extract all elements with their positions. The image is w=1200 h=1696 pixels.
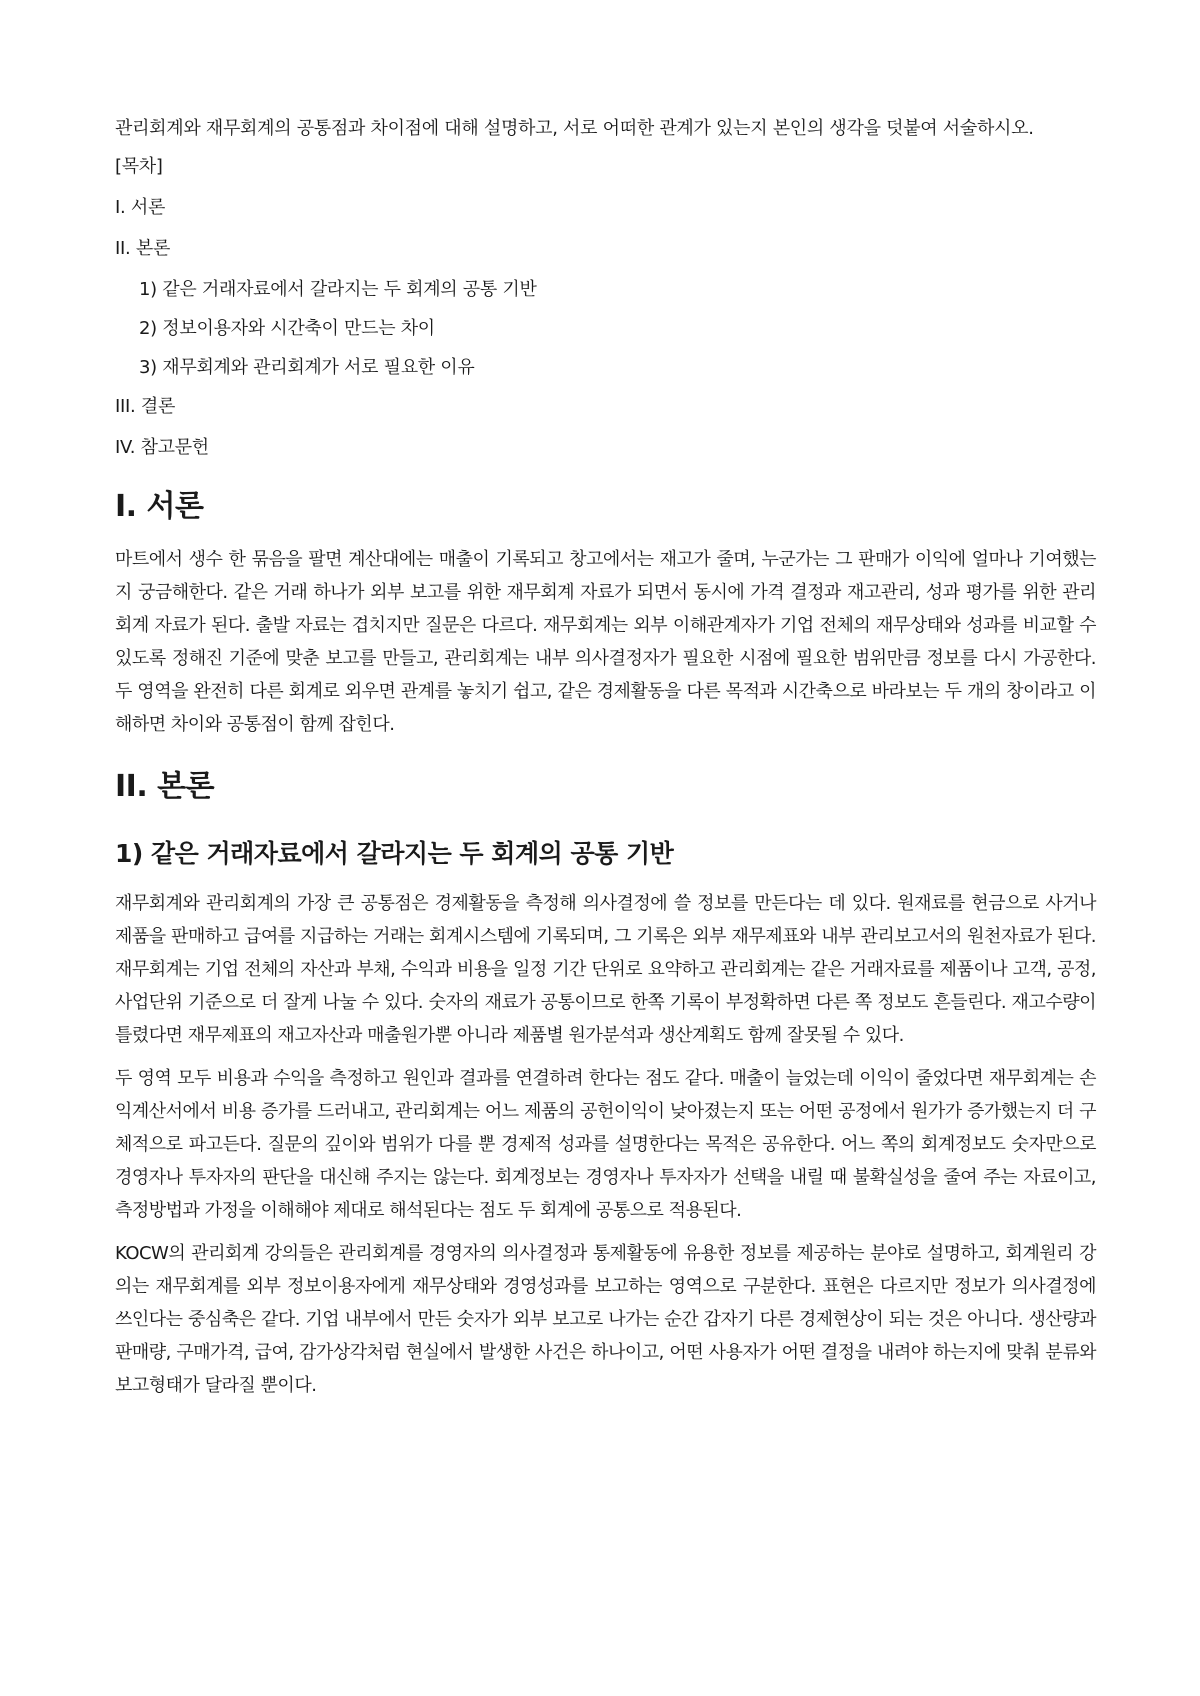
toc-subitem: 2) 정보이용자와 시간축이 만드는 차이 xyxy=(139,318,435,339)
paragraph: 마트에서 생수 한 묶음을 팔면 계산대에는 매출이 기록되고 창고에서는 재고가 줄며, 누군가는 그 판매가 이익에 얼마나 기여했는지 궁금해한다. 같은 거래 하나가 외부 보고를 위한 재무회계 자료가 되면서 동시에 가격 결정과 재고관리, 성과 평가를 위한 관리회계 자료가 된다. 출발 자료는 겹치지만 질문은 다르다. 재무회계는 외부 이해관계자가 기업 전체의 재무상태와 성과를 비교할 수 있도록 정해진 기준에 맞춘 보고를 만들고, 관리회계는 내부 의사결정자가 필요한 시점에 필요한 범위만큼 정보를 다시 가공한다. 두 영역을 완전히 다른 회계로 외우면 관계를 놓치기 쉽고, 같은 경제활동을 다른 목적과 시간축으로 바라보는 두 개의 창이라고 이해하면 차이와 공통점이 함께 잡힌다. xyxy=(115,549,1096,735)
paragraph: KOCW의 관리회계 강의들은 관리회계를 경영자의 의사결정과 통제활동에 유용한 정보를 제공하는 분야로 설명하고, 회계원리 강의는 재무회계를 외부 정보이용자에게 재무상태와 경영성과를 보고하는 영역으로 구분한다. 표현은 다르지만 정보가 의사결정에 쓰인다는 중심축은 같다. 기업 내부에서 만든 숫자가 외부 보고로 나가는 순간 갑자기 다른 경제현상이 되는 것은 아니다. 생산량과 판매량, 구매가격, 급여, 감가상각처럼 현실에서 발생한 사건은 하나이고, 어떤 사용자가 어떤 결정을 내려야 하는지에 맞춰 분류와 보고형태가 달라질 뿐이다. xyxy=(115,1243,1096,1396)
section-heading-body: II. 본론 xyxy=(115,769,215,804)
table-of-contents xyxy=(115,154,1096,461)
toc-subitem: 3) 재무회계와 관리회계가 서로 필요한 이유 xyxy=(139,357,475,378)
toc-title: [목차] xyxy=(115,156,163,177)
paragraph: 재무회계와 관리회계의 가장 큰 공통점은 경제활동을 측정해 의사결정에 쓸 정보를 만든다는 데 있다. 원재료를 현금으로 사거나 제품을 판매하고 급여를 지급하는 거래는 회계시스템에 기록되며, 그 기록은 외부 재무제표와 내부 관리보고서의 원천자료가 된다. 재무회계는 기업 전체의 자산과 부채, 수익과 비용을 일정 기간 단위로 요약하고 관리회계는 같은 거래자료를 제품이나 고객, 공정, 사업단위 기준으로 더 잘게 나눌 수 있다. 숫자의 재료가 공통이므로 한쪽 기록이 부정확하면 다른 쪽 정보도 흔들린다. 재고수량이 틀렸다면 재무제표의 재고자산과 매출원가뿐 아니라 제품별 원가분석과 생산계획도 함께 잘못될 수 있다. xyxy=(115,893,1096,1046)
toc-item: II. 본론 xyxy=(115,238,171,259)
toc-item: III. 결론 xyxy=(115,396,176,417)
toc-item: I. 서론 xyxy=(115,197,166,218)
section-heading-intro: I. 서론 xyxy=(115,489,204,524)
paragraph: 두 영역 모두 비용과 수익을 측정하고 원인과 결과를 연결하려 한다는 점도 같다. 매출이 늘었는데 이익이 줄었다면 재무회계는 손익계산서에서 비용 증가를 드러내고, 관리회계는 어느 제품의 공헌이익이 낮아졌는지 또는 어떤 공정에서 원가가 증가했는지 더 구체적으로 파고든다. 질문의 깊이와 범위가 다를 뿐 경제적 성과를 설명한다는 목적은 공유한다. 어느 쪽의 회계정보도 숫자만으로 경영자나 투자자의 판단을 대신해 주지는 않는다. 회계정보는 경영자나 투자자가 선택을 내릴 때 불확실성을 줄여 주는 자료이고, 측정방법과 가정을 이해해야 제대로 해석된다는 점도 두 회계에 공통으로 적용된다. xyxy=(115,1068,1096,1221)
assignment-prompt: 관리회계와 재무회계의 공통점과 차이점에 대해 설명하고, 서로 어떠한 관계가 있는지 본인의 생각을 덧붙여 서술하시오. xyxy=(115,118,1034,139)
subsection-heading: 1) 같은 거래자료에서 갈라지는 두 회계의 공통 기반 xyxy=(115,839,674,868)
toc-subitem: 1) 같은 거래자료에서 갈라지는 두 회계의 공통 기반 xyxy=(139,279,537,300)
toc-item: IV. 참고문헌 xyxy=(115,437,209,458)
